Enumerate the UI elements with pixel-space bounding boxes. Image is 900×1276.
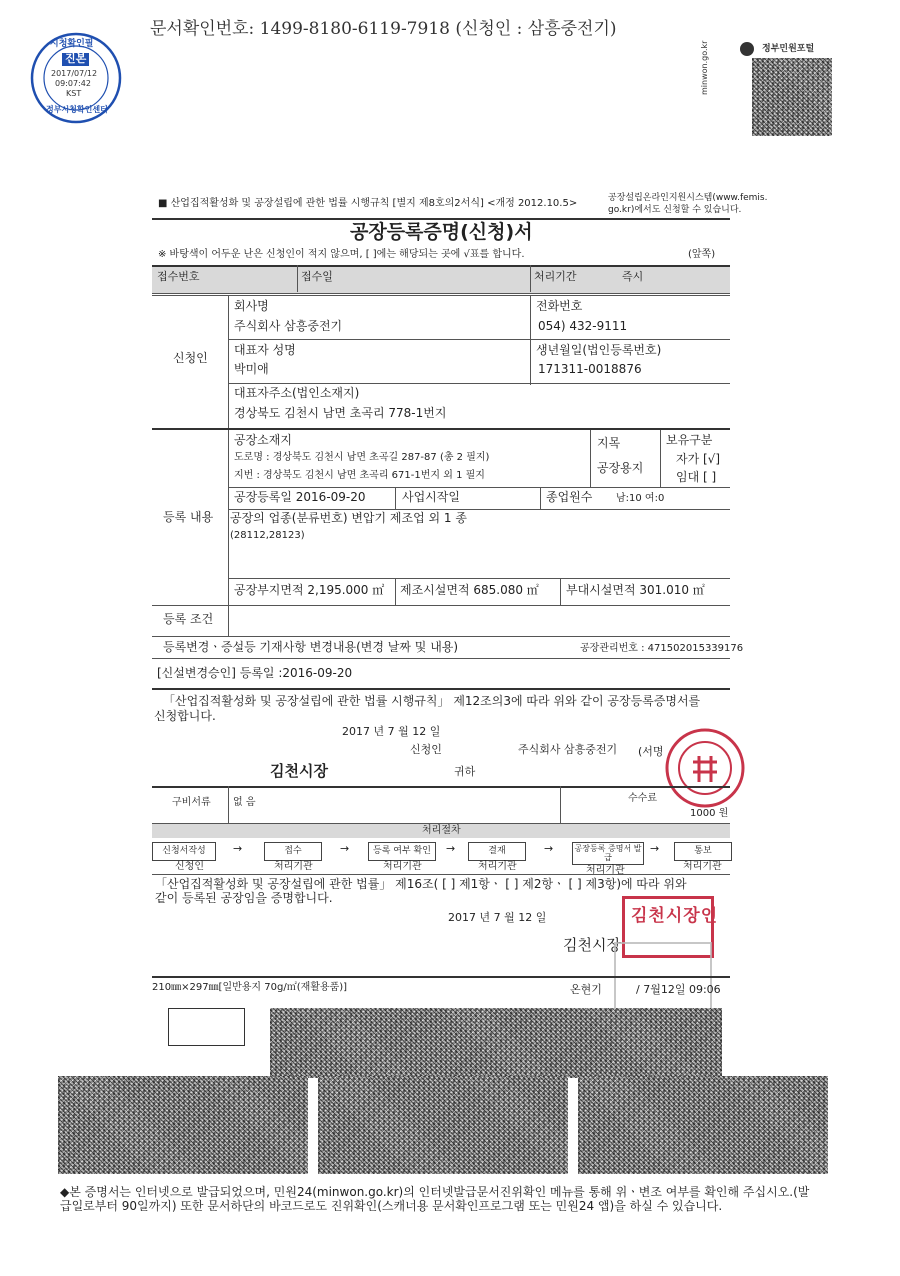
changes-label: 등록변경ㆍ증설등 기재사항 변경내용(변경 날짜 및 내용): [163, 640, 459, 654]
fee-label: 수수료: [628, 793, 657, 804]
process-step-3: 등록 여부 확인: [368, 842, 436, 861]
process-actor-3: 처리기관: [383, 861, 422, 872]
verification-barcode: [752, 58, 832, 136]
process-label: 처리절차: [422, 825, 461, 836]
processing-period-value: 즉시: [622, 270, 644, 283]
process-arrow-1: →: [233, 842, 243, 855]
minwon-logo-icon: [740, 42, 754, 56]
factory-location-label: 공장소재지: [234, 433, 292, 447]
business-start-label: 사업시작일: [402, 490, 460, 504]
address-value: 경상북도 김천시 남면 초곡리 778-1번지: [234, 406, 447, 420]
land-category-label: 지목: [597, 436, 621, 450]
security-barcode-top: [270, 1008, 722, 1078]
address-label: 대표자주소(법인소재지): [234, 386, 360, 400]
stamp-time: 09:07:42: [55, 79, 91, 88]
required-docs-label: 구비서류: [172, 797, 211, 808]
factory-management-number: 공장관리번호 : 471502015339176: [580, 643, 744, 654]
certification-text-line2: 같이 등록된 공장임을 증명합니다.: [155, 891, 333, 905]
fee-value: 1000 원: [690, 808, 729, 819]
footer-note-line2: 급일로부터 90일까지) 또한 문서하단의 바코드로도 진위확인(스캐너용 문서확인프로그램 또는 민원24 앱)을 하실 수 있습니다.: [60, 1199, 723, 1213]
auxiliary-area: 부대시설면적 301.010 ㎡: [566, 583, 705, 597]
company-name-value: 주식회사 삼흥중전기: [234, 319, 343, 333]
blank-box: [168, 1008, 245, 1046]
application-date: 2017 년 7 월 12 일: [342, 725, 441, 738]
processing-period-label: 처리기간: [534, 270, 577, 283]
representative-label: 대표자 성명: [234, 343, 296, 357]
stamp-top-text: 시청확인필: [50, 39, 94, 49]
declaration-text-line2: 신청합니다.: [154, 709, 216, 723]
birth-label: 생년월일(법인등록번호): [536, 343, 662, 357]
road-address: 도로명 : 경상북도 김천시 남면 초곡길 287-87 (총 2 필지): [234, 452, 490, 463]
process-step-6: 통보: [674, 842, 732, 861]
issuer-official: 온현기: [570, 983, 602, 996]
employees-label: 종업원수: [546, 490, 593, 504]
applicant-label: 신청인: [410, 743, 442, 756]
process-arrow-3: →: [446, 842, 456, 855]
security-barcode-left: [58, 1076, 308, 1174]
registration-date: 공장등록일 2016-09-20: [234, 490, 366, 504]
process-step-4: 결재: [468, 842, 526, 861]
page-side-label: (앞쪽): [688, 249, 716, 260]
signature-label: (서명: [638, 745, 664, 758]
declaration-text-line1: 「산업집적활성화 및 공장설립에 관한 법률 시행규칙」 제12조의3에 따라 위와 같이 공장등록증명서를: [163, 694, 701, 708]
city-seal-text: 김천시장인: [631, 906, 719, 926]
form-title: 공장등록증명(신청)서: [350, 221, 533, 243]
process-actor-5: 처리기관: [586, 865, 625, 876]
process-actor-6: 처리기관: [683, 861, 722, 872]
ownership-label: 보유구분: [666, 433, 713, 447]
ownership-lease: 임대 [ ]: [676, 470, 717, 484]
online-note-line1: 공장설립온라인지원시스템(www.femis.: [608, 193, 768, 203]
recipient-office: 김천시장: [270, 762, 328, 780]
stamp-timezone: KST: [66, 89, 82, 98]
company-seal: [664, 727, 746, 809]
certification-text-line1: 「산업집적활성화 및 공장설립에 관한 법률」 제16조( [ ] 제1항ㆍ [ ] 제2항ㆍ [ ] 제3항)에 따라 위와: [155, 877, 687, 891]
minwon-logo-text: 정부민원포털: [762, 44, 815, 54]
land-category-value: 공장용지: [597, 461, 644, 475]
employees-value: 남:10 여:0: [616, 493, 665, 504]
process-arrow-2: →: [340, 842, 350, 855]
issuer-name: 김천시장: [563, 936, 621, 954]
industry-codes: (28112,28123): [230, 530, 305, 541]
process-step-2: 접수: [264, 842, 322, 861]
representative-value: 박미애: [234, 362, 269, 376]
birth-value: 171311-0018876: [538, 362, 642, 376]
receipt-number-label: 접수번호: [157, 270, 200, 283]
verification-stamp: [28, 30, 124, 126]
company-name-label: 회사명: [234, 299, 269, 313]
required-docs-value: 없 음: [233, 797, 256, 808]
process-step-5: 공장등록 증명서 발급: [572, 842, 644, 865]
paper-spec: 210㎜×297㎜[일반용지 70g/㎡(재활용품)]: [152, 982, 348, 993]
process-arrow-5: →: [650, 842, 660, 855]
recipient-honorific: 귀하: [454, 765, 476, 778]
issue-time: / 7월12일 09:06: [636, 983, 721, 996]
phone-value: 054) 432-9111: [538, 319, 628, 333]
process-arrow-4: →: [544, 842, 554, 855]
stamp-bottom-text: 정부시청확인센터: [46, 105, 108, 114]
process-actor-4: 처리기관: [478, 861, 517, 872]
process-step-1: 신청서작성: [152, 842, 216, 861]
footer-note-line1: ◆본 증명서는 인터넷으로 발급되었으며, 민원24(minwon.go.kr)의 인터넷발급문서진위확인 메뉴를 통해 위ㆍ변조 여부를 확인해 주십시오.(발: [60, 1185, 810, 1199]
online-note-line2: go.kr)에서도 신청할 수 있습니다.: [608, 205, 742, 215]
industry-text: 공장의 업종(분류번호) 변압기 제조업 외 1 종: [230, 511, 467, 525]
site-area: 공장부지면적 2,195.000 ㎡: [234, 583, 385, 597]
security-barcode-middle: [318, 1076, 568, 1174]
security-barcode-right: [578, 1076, 828, 1174]
ownership-own: 자가 [√]: [676, 452, 721, 466]
stamp-date: 2017/07/12: [51, 69, 98, 78]
lot-address: 지번 : 경상북도 김천시 남면 초곡리 671-1번지 외 1 필지: [234, 470, 485, 481]
conditions-label: 등록 조건: [163, 612, 214, 626]
instruction-text: ※ 바탕색이 어두운 난은 신청인이 적지 않으며, [ ]에는 해당되는 곳에 √표를 합니다.: [158, 249, 525, 260]
minwon-site-text: minwon.go.kr: [700, 40, 709, 95]
receipt-bar: [152, 265, 730, 294]
document-number: 문서확인번호: 1499-8180-6119-7918 (신청인 : 삼흥중전기): [150, 19, 617, 39]
process-actor-1: 신청인: [175, 861, 204, 872]
regulation-text: ■ 산업집적활성화 및 공장설립에 관한 법률 시행규칙 [별지 제8호의2서식] <개정 2012.10.5>: [158, 198, 578, 209]
applicant-section-label: 신청인: [173, 351, 208, 365]
phone-label: 전화번호: [536, 299, 583, 313]
stamp-center-text: 진본: [62, 53, 89, 66]
registration-section-label: 등록 내용: [163, 510, 214, 524]
process-actor-2: 처리기관: [274, 861, 313, 872]
receipt-date-label: 접수일: [301, 270, 333, 283]
certification-date: 2017 년 7 월 12 일: [448, 911, 547, 924]
applicant-name: 주식회사 삼흥중전기: [518, 743, 618, 756]
change-entry: [신설변경승인] 등록일 :2016-09-20: [157, 666, 353, 680]
manufacturing-area: 제조시설면적 685.080 ㎡: [400, 583, 539, 597]
